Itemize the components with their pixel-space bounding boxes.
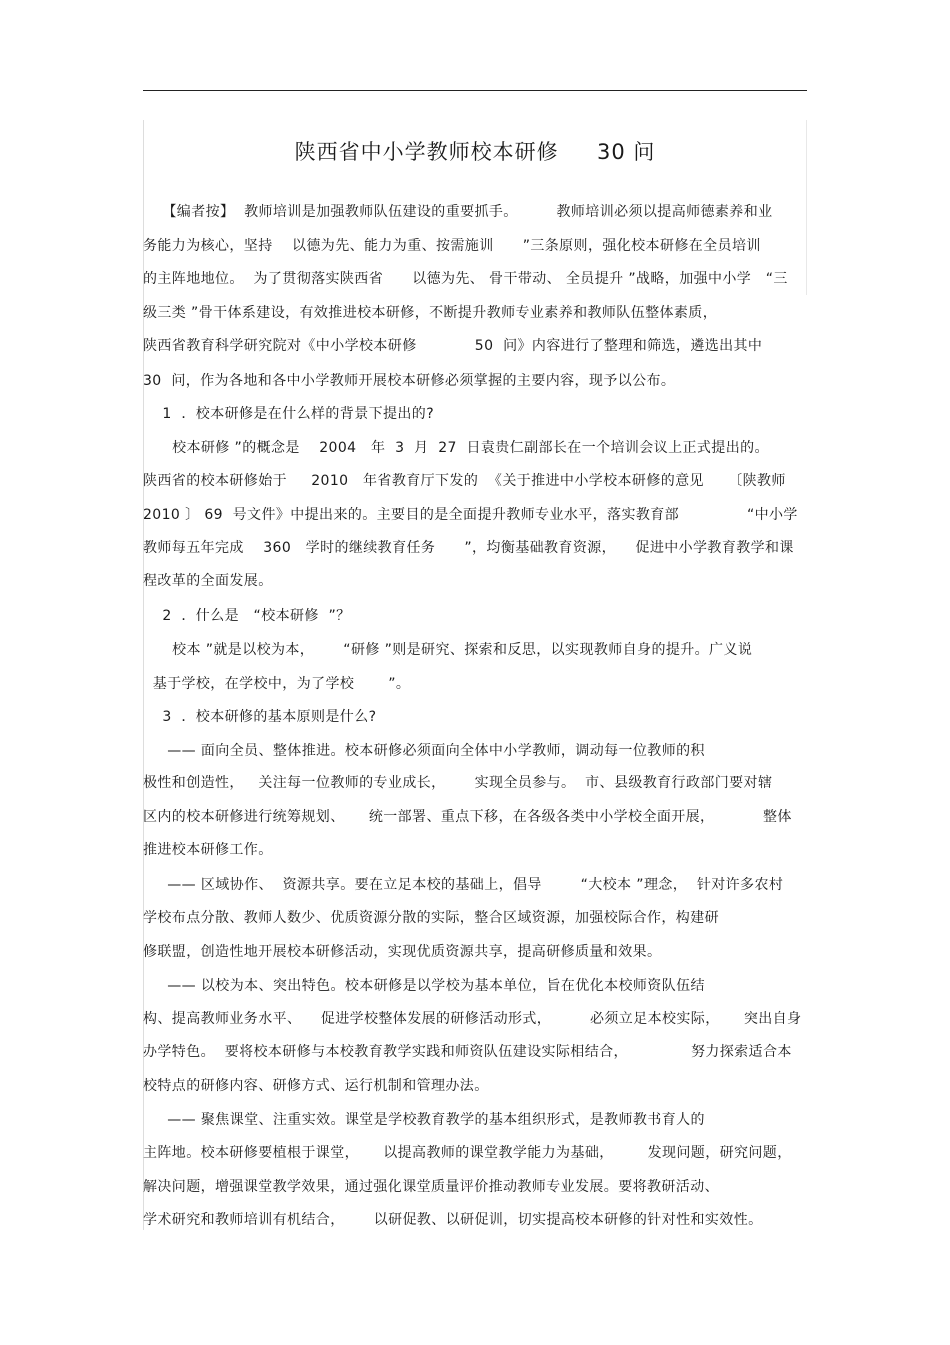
body-line: 构、提高教师业务水平、 促进学校整体发展的研修活动形式， 必须立足本校实际， 突出自身 [143,1011,802,1027]
editor-note-line: 30 问，作为各地和各中小学教师开展校本研修必须掌握的主要内容，现予以公布。 [143,373,676,389]
body-line: 极性和创造性， 关注每一位教师的专业成长， 实现全员参与。 市、县级教育行政部门要对辖 [143,775,773,791]
question-heading: 2 ．什么是 “校本研修 ”？ [143,608,351,624]
editor-note-line: 陕西省教育科学研究院对《中小学校本研修 50 问》内容进行了整理和筛选，遴选出其中 [143,338,763,354]
body-line: 2010 〕 69 号文件》中提出来的。主要目的是全面提升教师专业水平，落实教育部 “中小学 [143,507,798,523]
body-line: —— 以校为本、突出特色。校本研修是以学校为基本单位，旨在优化本校师资队伍结 [143,978,705,994]
body-line: 解决问题，增强课堂教学效果，通过强化课堂质量评价推动教师专业发展。要将教研活动、 [143,1179,719,1195]
body-line: 程改革的全面发展。 [143,573,273,589]
body-line: 推进校本研修工作。 [143,842,273,858]
editor-note-line: 的主阵地地位。 为了贯彻落实陕西省 以德为先、 骨干带动、 全员提升 ”战略，加强中小学 “三 [143,271,788,287]
body-line: 校本研修 ”的概念是 2004 年 3 月 27 日袁贵仁副部长在一个培训会议上正式提出的。 [143,440,769,456]
body-line: 教师每五年完成 360 学时的继续教育任务 ”，均衡基础教育资源， 促进中小学教育教学和课 [143,540,794,556]
body-line: 基于学校，在学校中，为了学校 ”。 [143,676,411,692]
editor-note-line: 【编者按】 教师培训是加强教师队伍建设的重要抓手。 教师培训必须以提高师德素养和业 [143,204,773,220]
header-rule [143,90,807,91]
body-line: —— 区域协作、 资源共享。要在立足本校的基础上，倡导 “大校本 ”理念， 针对许多农村 [143,877,784,893]
body-line: 学术研究和教师培训有机结合， 以研促教、以研促训，切实提高校本研修的针对性和实效性。 [143,1212,763,1228]
body-line: 主阵地。校本研修要植根于课堂， 以提高教师的课堂教学能力为基础， 发现问题，研究问题， [143,1145,792,1161]
editor-note-line: 级三类 ”骨干体系建设，有效推进校本研修，不断提升教师专业素养和教师队伍整体素质， [143,305,718,321]
body-line: 区内的校本研修进行统筹规划、 统一部署、重点下移，在各级各类中小学校全面开展， 整体 [143,809,792,825]
editor-note-line: 务能力为核心，坚持 以德为先、能力为重、按需施训 ”三条原则，强化校本研修在全员培训 [143,238,761,254]
body-line: 修联盟，创造性地开展校本研修活动，实现优质资源共享，提高研修质量和效果。 [143,944,662,960]
body-line: 陕西省的校本研修始于 2010 年省教育厅下发的 《关于推进中小学校本研修的意见 〔陕教师 [143,473,786,489]
document-title: 陕西省中小学教师校本研修 30 问 [294,140,656,164]
body-line: 校特点的研修内容、研修方式、运行机制和管理办法。 [143,1078,489,1094]
body-line: —— 聚焦课堂、注重实效。课堂是学校教育教学的基本组织形式，是教师教书育人的 [143,1112,705,1128]
question-heading: 3 ．校本研修的基本原则是什么? [143,709,377,725]
body-line: 校本 ”就是以校为本， “研修 ”则是研究、探索和反思，以实现教师自身的提升。广义说 [143,642,753,658]
body-line: 办学特色。 要将校本研修与本校教育教学实践和师资队伍建设实际相结合， 努力探索适合本 [143,1044,792,1060]
question-heading: 1 ．校本研修是在什么样的背景下提出的? [143,406,435,422]
body-line: —— 面向全员、整体推进。校本研修必须面向全体中小学教师，调动每一位教师的积 [143,743,705,759]
body-line: 学校布点分散、教师人数少、优质资源分散的实际，整合区域资源，加强校际合作，构建研 [143,910,719,926]
